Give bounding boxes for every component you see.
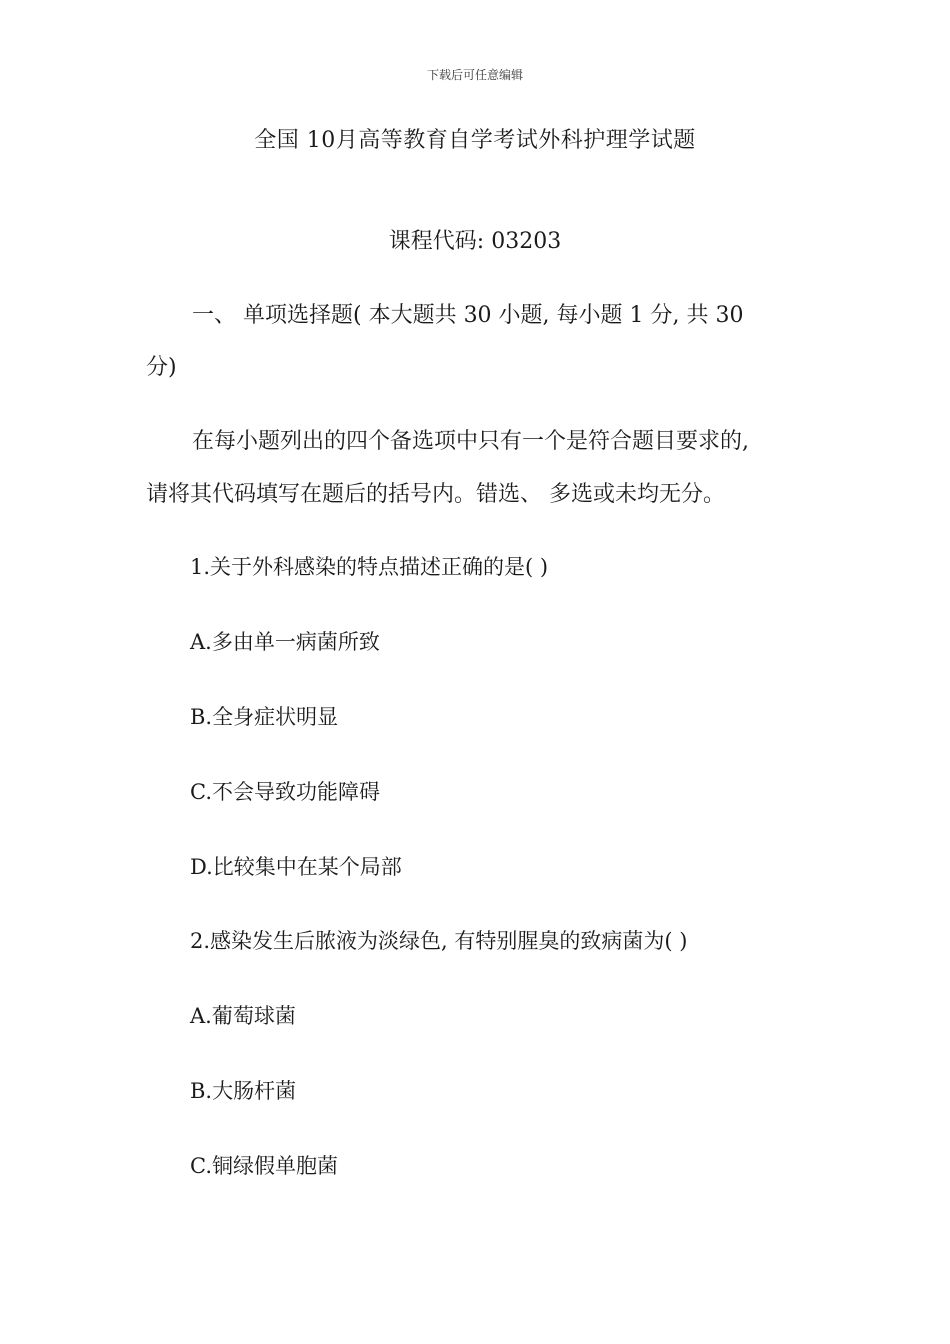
document-title: 全国 10月高等教育自学考试外科护理学试题 bbox=[254, 128, 696, 153]
question-1-option-b: B.全身症状明显 bbox=[190, 705, 339, 729]
question-2-stem: 2.感染发生后脓液为淡绿色, 有特别腥臭的致病菌为( ) bbox=[190, 929, 688, 953]
question-2-option-c: C.铜绿假单胞菌 bbox=[190, 1154, 338, 1178]
section-heading-line-2: 分) bbox=[146, 355, 177, 380]
question-2-option-a: A.葡萄球菌 bbox=[190, 1004, 296, 1028]
instructions-line-2: 请将其代码填写在题后的括号内。错选、 多选或未均无分。 bbox=[146, 482, 725, 507]
question-1-option-d: D.比较集中在某个局部 bbox=[190, 855, 402, 879]
question-2-option-b: B.大肠杆菌 bbox=[190, 1079, 297, 1103]
section-heading-line-1: 一、 单项选择题( 本大题共 30 小题, 每小题 1 分, 共 30 bbox=[192, 303, 744, 328]
instructions-line-1: 在每小题列出的四个备选项中只有一个是符合题目要求的, bbox=[192, 429, 749, 454]
question-1-option-c: C.不会导致功能障碍 bbox=[190, 780, 380, 804]
question-1-stem: 1.关于外科感染的特点描述正确的是( ) bbox=[190, 555, 549, 579]
question-1-option-a: A.多由单一病菌所致 bbox=[190, 630, 380, 654]
page-header-note: 下载后可任意编辑 bbox=[426, 68, 523, 82]
course-code: 课程代码: 03203 bbox=[388, 229, 562, 254]
